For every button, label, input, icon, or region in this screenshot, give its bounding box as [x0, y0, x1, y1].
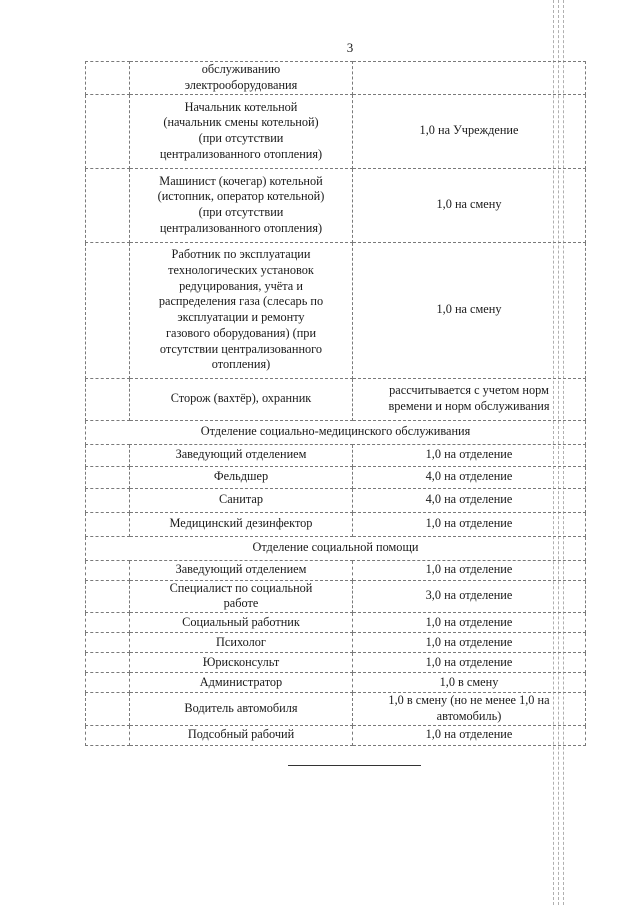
- end-of-document-line: [288, 765, 421, 766]
- position-cell: [130, 580, 353, 613]
- position-cell-text: Начальник котельной (начальник смены котельной) (при отсутствии централизованного отопления): [159, 99, 323, 161]
- norm-cell-text: 1,0 на отделение: [425, 516, 513, 531]
- position-cell-text: Санитар: [219, 492, 263, 507]
- norm-cell: [353, 633, 586, 653]
- page-number: 3: [346, 40, 354, 55]
- empty-cell: [86, 378, 130, 420]
- section-header: [86, 420, 586, 444]
- position-cell: [130, 94, 353, 168]
- empty-cell: [86, 512, 130, 536]
- position-cell-text: обслуживанию электрооборудования: [184, 62, 298, 92]
- position-cell-text: Сторож (вахтёр), охранник: [170, 391, 312, 406]
- norm-cell: [353, 466, 586, 488]
- norm-cell: [353, 653, 586, 673]
- table-row: [86, 613, 586, 633]
- norm-cell-text: 4,0 на отделение: [425, 492, 513, 507]
- empty-cell: [86, 444, 130, 466]
- table-row: [86, 488, 586, 512]
- position-cell-text: Заведующий отделением: [175, 562, 307, 577]
- table-row: [86, 444, 586, 466]
- position-cell: [130, 378, 353, 420]
- position-cell: [130, 512, 353, 536]
- norm-cell-text: 1,0 в смену (но не менее 1,0 на автомобиль): [388, 693, 550, 723]
- table-row: [86, 168, 586, 242]
- norm-cell-text: 1,0 на отделение: [425, 727, 513, 742]
- norm-cell: [353, 560, 586, 580]
- empty-cell: [86, 580, 130, 613]
- position-cell: [130, 466, 353, 488]
- norm-cell: [353, 693, 586, 726]
- position-cell: [130, 560, 353, 580]
- table-row: [86, 653, 586, 673]
- position-cell-text: Специалист по социальной работе: [169, 580, 313, 611]
- norm-cell: [353, 378, 586, 420]
- norm-cell-text: 3,0 на отделение: [425, 588, 513, 603]
- norm-cell-text: 1,0 на смену: [436, 197, 502, 212]
- norm-cell: [353, 488, 586, 512]
- norm-cell-text: 1,0 в смену: [439, 674, 499, 689]
- norm-cell: [353, 673, 586, 693]
- table-row: [86, 94, 586, 168]
- empty-cell: [86, 633, 130, 653]
- norm-cell: [353, 62, 586, 95]
- position-cell: [130, 242, 353, 378]
- position-cell-text: Заведующий отделением: [175, 447, 307, 462]
- norm-cell: [353, 444, 586, 466]
- table-row: [86, 580, 586, 613]
- norm-cell: [353, 168, 586, 242]
- table-row: [86, 633, 586, 653]
- empty-cell: [86, 94, 130, 168]
- norm-cell: [353, 242, 586, 378]
- table-row: [86, 378, 586, 420]
- position-cell: [130, 488, 353, 512]
- position-cell: [130, 62, 353, 95]
- norm-cell-text: 1,0 на отделение: [425, 654, 513, 669]
- empty-cell: [86, 725, 130, 745]
- position-cell-text: Социальный работник: [182, 614, 300, 629]
- empty-cell: [86, 466, 130, 488]
- empty-cell: [86, 613, 130, 633]
- position-cell: [130, 168, 353, 242]
- position-cell-text: Администратор: [199, 674, 283, 689]
- norm-cell: [353, 512, 586, 536]
- norm-cell: [353, 580, 586, 613]
- position-cell-text: Медицинский дезинфектор: [169, 516, 313, 531]
- norm-cell: [353, 613, 586, 633]
- empty-cell: [86, 673, 130, 693]
- staffing-table: [85, 61, 586, 746]
- empty-cell: [86, 693, 130, 726]
- table-row: [86, 242, 586, 378]
- norm-cell-text: 1,0 на отделение: [425, 562, 513, 577]
- table-row: [86, 673, 586, 693]
- empty-cell: [86, 62, 130, 95]
- position-cell: [130, 444, 353, 466]
- position-cell: [130, 673, 353, 693]
- norm-cell-text: 1,0 на Учреждение: [419, 123, 519, 138]
- norm-cell-text: рассчитывается с учетом норм времени и норм обслуживания: [388, 383, 550, 414]
- position-cell-text: Работник по эксплуатации технологических установок редуцирования, учёта и распределения газа (слесарь по эксплуатации и ремонту газового оборудования) (при отсутствии централизованного отопления): [158, 246, 324, 372]
- empty-cell: [86, 242, 130, 378]
- norm-cell-text: 1,0 на отделение: [425, 634, 513, 649]
- norm-cell-text: 1,0 на отделение: [425, 614, 513, 629]
- norm-cell-text: 1,0 на смену: [436, 302, 502, 317]
- section-title: Отделение социально-медицинского обслуживания: [86, 420, 586, 444]
- position-cell-text: Юрисконсульт: [202, 654, 280, 669]
- position-cell-text: Подсобный рабочий: [187, 727, 295, 742]
- norm-cell: [353, 94, 586, 168]
- empty-cell: [86, 653, 130, 673]
- norm-cell-text: 4,0 на отделение: [425, 469, 513, 484]
- position-cell-text: Фельдшер: [213, 469, 269, 484]
- position-cell-text: Машинист (кочегар) котельной (истопник, оператор котельной) (при отсутствии централизованного отопления): [157, 173, 325, 235]
- position-cell: [130, 653, 353, 673]
- table-row: [86, 62, 586, 95]
- table-row: [86, 466, 586, 488]
- norm-cell: [353, 725, 586, 745]
- position-cell: [130, 633, 353, 653]
- table-row: [86, 725, 586, 745]
- table-row: [86, 693, 586, 726]
- position-cell-text: Водитель автомобиля: [184, 701, 298, 716]
- table-row: [86, 512, 586, 536]
- position-cell: [130, 613, 353, 633]
- section-title: Отделение социальной помощи: [86, 536, 586, 560]
- empty-cell: [86, 488, 130, 512]
- empty-cell: [86, 168, 130, 242]
- position-cell: [130, 693, 353, 726]
- table-row: [86, 560, 586, 580]
- position-cell-text: Психолог: [216, 634, 266, 649]
- section-header: [86, 536, 586, 560]
- norm-cell-text: 1,0 на отделение: [425, 447, 513, 462]
- empty-cell: [86, 560, 130, 580]
- position-cell: [130, 725, 353, 745]
